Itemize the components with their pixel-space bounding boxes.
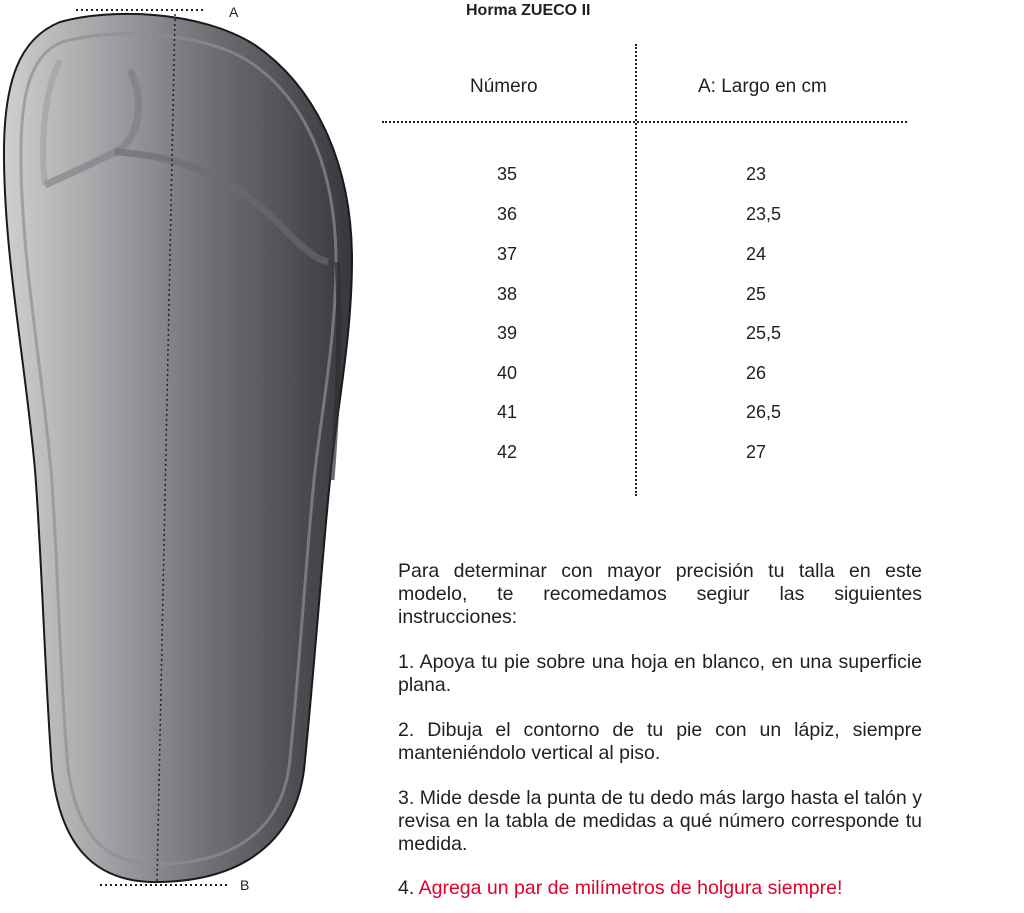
page-title: Horma ZUECO II	[466, 2, 591, 19]
label-a: A	[229, 4, 239, 20]
table-cell-numero: 40	[497, 363, 518, 383]
instruction-step-4-highlight: Agrega un par de milímetros de holgura siempre!	[418, 877, 843, 899]
table-cell-numero: 35	[497, 164, 518, 184]
instruction-step-2: 2. Dibuja el contorno de tu pie con un lápiz, siempre manteniéndolo vertical al piso.	[398, 719, 922, 764]
table-cell-largo: 23	[746, 164, 767, 184]
table-header-divider	[382, 121, 907, 123]
table-cell-largo: 27	[746, 442, 767, 462]
table-cell-largo: 25	[746, 284, 767, 304]
table-cell-numero: 42	[497, 442, 518, 462]
table-cell-numero: 39	[497, 323, 518, 343]
instruction-step-1: 1. Apoya tu pie sobre una hoja en blanco, en una superficie plana.	[398, 651, 922, 696]
table-cell-numero: 37	[497, 244, 518, 264]
table-cell-numero: 38	[497, 284, 518, 304]
table-cell-numero: 36	[497, 204, 518, 224]
instruction-step-3: 3. Mide desde la punta de tu dedo más largo hasta el talón y revisa en la tabla de medidas a qué número corresponde tu medida.	[398, 787, 922, 855]
header-numero: Número	[470, 76, 538, 97]
instruction-step-4	[398, 877, 922, 900]
table-column-divider	[635, 44, 637, 496]
label-b: B	[240, 877, 250, 893]
header-largo: A: Largo en cm	[698, 76, 827, 97]
table-cell-largo: 23,5	[746, 204, 782, 224]
table-cell-largo: 26	[746, 363, 767, 383]
insole-illustration	[0, 0, 370, 913]
table-cell-largo: 25,5	[746, 323, 782, 343]
instruction-step-4-number: 4.	[398, 877, 419, 899]
table-cell-numero: 41	[497, 402, 518, 422]
insole-shape	[4, 14, 352, 882]
table-cell-largo: 24	[746, 244, 767, 264]
table-cell-largo: 26,5	[746, 402, 782, 422]
instructions-intro: Para determinar con mayor precisión tu talla en este modelo, te recomedamos segiur las siguientes instrucciones:	[398, 560, 922, 628]
